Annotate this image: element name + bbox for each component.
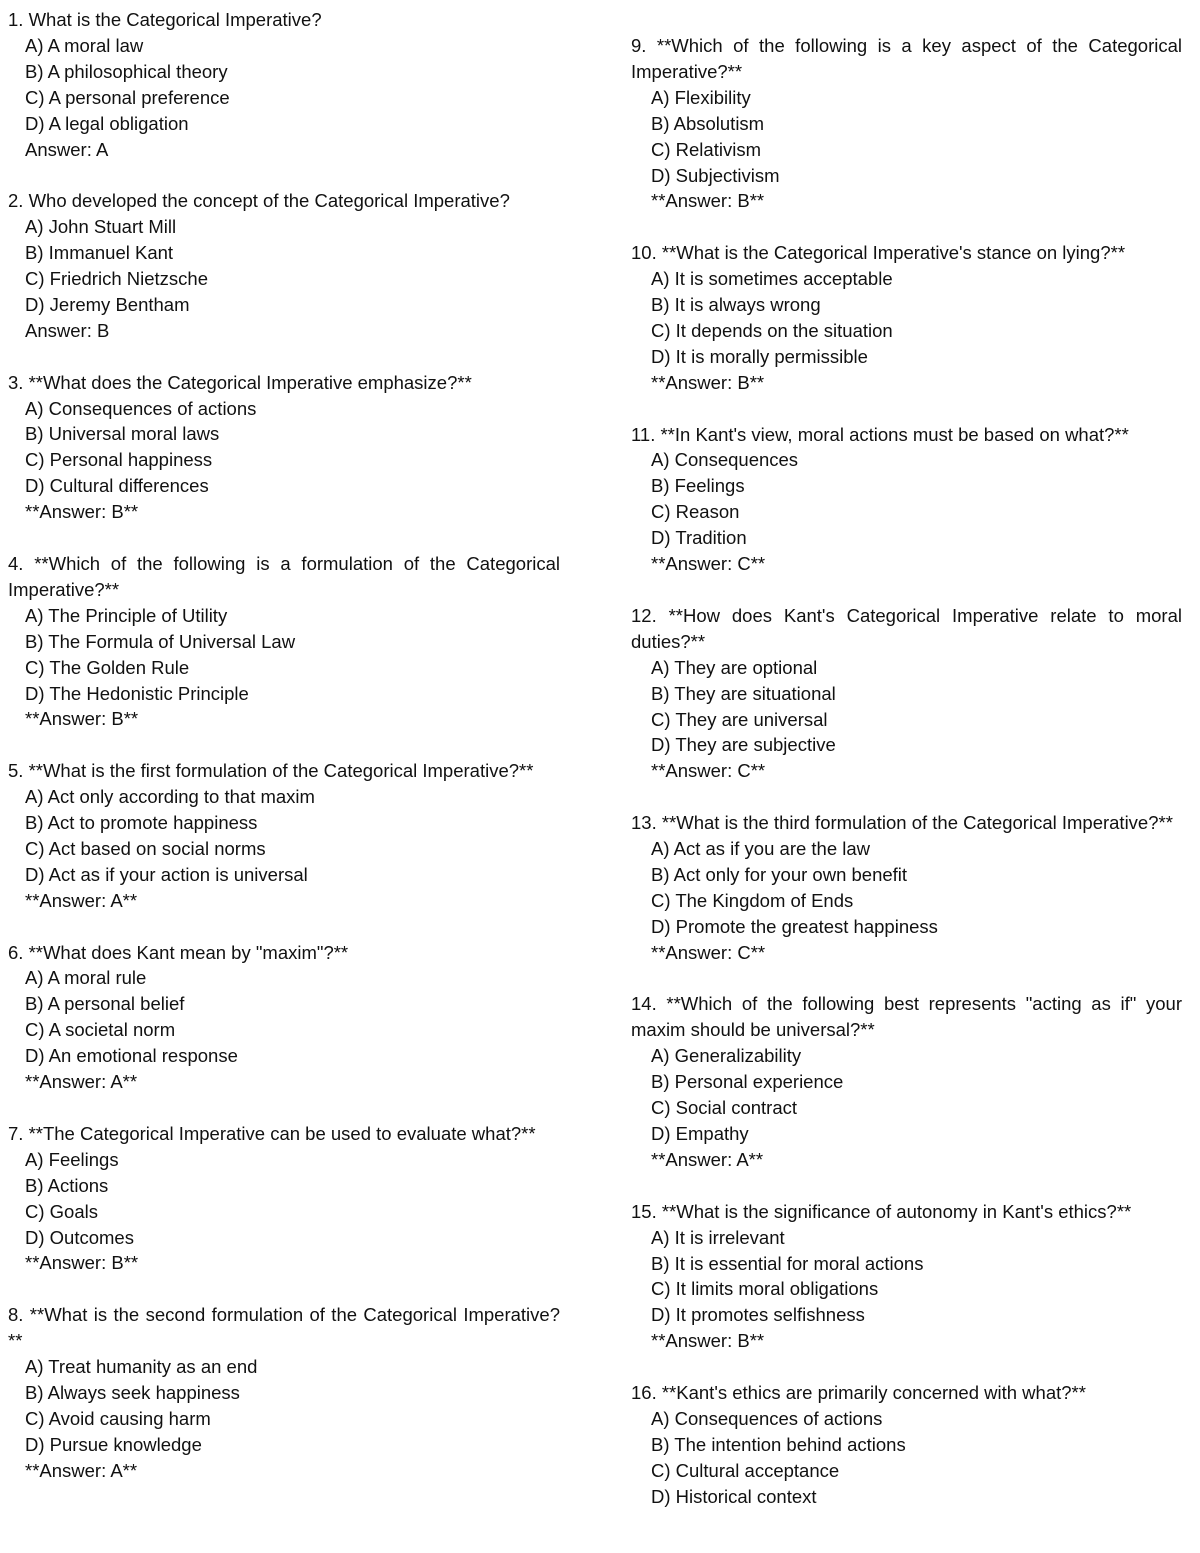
answer-option: B) It is always wrong xyxy=(651,294,821,316)
left-column xyxy=(8,7,560,1509)
answer-option: A) They are optional xyxy=(651,656,818,678)
question-block xyxy=(8,1302,560,1483)
question-text: 2. Who developed the concept of the Categorical Imperative? xyxy=(8,190,510,212)
answer-option: B) They are situational xyxy=(651,682,836,704)
answer-option: B) Act to promote happiness xyxy=(25,812,258,834)
question-text: 15. **What is the significance of autonomy in Kant's ethics?** xyxy=(631,1200,1132,1222)
answer-key: **Answer: C** xyxy=(651,760,766,782)
question-text: 9. **Which of the following is a key aspect of the Categorical Imperative?** xyxy=(631,35,1182,82)
question-text: 10. **What is the Categorical Imperative's stance on lying?** xyxy=(631,242,1126,264)
answer-option: C) It depends on the situation xyxy=(651,319,893,341)
answer-key: **Answer: A** xyxy=(25,1071,138,1093)
answer-option: D) Subjectivism xyxy=(651,164,780,186)
answer-key: **Answer: B** xyxy=(651,371,765,393)
question-text: 13. **What is the third formulation of the Categorical Imperative?** xyxy=(631,812,1173,834)
answer-option: A) It is irrelevant xyxy=(651,1226,785,1248)
answer-option: C) Avoid causing harm xyxy=(25,1407,211,1429)
question-text: 11. **In Kant's view, moral actions must be based on what?** xyxy=(631,423,1129,445)
answer-option: C) Reason xyxy=(651,501,740,523)
answer-option: D) Historical context xyxy=(651,1485,817,1507)
answer-option: D) They are subjective xyxy=(651,734,836,756)
right-column xyxy=(631,33,1182,1535)
answer-option: C) They are universal xyxy=(651,708,828,730)
answer-option: D) Empathy xyxy=(651,1122,749,1144)
question-text: 1. What is the Categorical Imperative? xyxy=(8,9,322,30)
question-block xyxy=(8,1121,560,1276)
answer-key: **Answer: B** xyxy=(651,1330,765,1352)
answer-option: B) Feelings xyxy=(651,475,745,497)
answer-option: C) A personal preference xyxy=(25,86,230,108)
answer-option: B) The intention behind actions xyxy=(651,1433,906,1455)
question-block xyxy=(631,991,1182,1172)
answer-key: **Answer: C** xyxy=(651,941,766,963)
answer-option: B) The Formula of Universal Law xyxy=(25,630,296,652)
answer-option: A) The Principle of Utility xyxy=(25,604,228,626)
answer-option: D) Promote the greatest happiness xyxy=(651,915,938,937)
answer-option: C) Personal happiness xyxy=(25,449,213,471)
question-block xyxy=(8,551,560,732)
answer-option: D) It promotes selfishness xyxy=(651,1304,865,1326)
answer-option: B) Act only for your own benefit xyxy=(651,863,908,885)
question-block xyxy=(8,370,560,525)
answer-option: C) A societal norm xyxy=(25,1019,176,1041)
question-text: 4. **Which of the following is a formulation of the Categorical Imperative?** xyxy=(8,552,560,600)
answer-option: A) Generalizability xyxy=(651,1045,802,1067)
answer-option: A) Flexibility xyxy=(651,86,751,108)
answer-option: A) Consequences of actions xyxy=(25,397,257,419)
answer-option: C) Relativism xyxy=(651,138,761,160)
question-block xyxy=(631,422,1182,577)
question-text: 12. **How does Kant's Categorical Imperative relate to moral duties?** xyxy=(631,604,1182,652)
answer-option: D) Outcomes xyxy=(25,1226,134,1248)
answer-key: **Answer: A** xyxy=(25,1459,138,1481)
answer-option: B) It is essential for moral actions xyxy=(651,1252,924,1274)
answer-option: D) Cultural differences xyxy=(25,475,209,497)
answer-option: D) Pursue knowledge xyxy=(25,1433,202,1455)
answer-option: B) Absolutism xyxy=(651,112,765,134)
answer-option: C) Cultural acceptance xyxy=(651,1459,840,1481)
answer-option: D) An emotional response xyxy=(25,1045,238,1067)
answer-key: **Answer: A** xyxy=(651,1148,764,1170)
question-block xyxy=(8,188,560,343)
answer-option: D) Act as if your action is universal xyxy=(25,863,308,885)
answer-option: C) The Kingdom of Ends xyxy=(651,889,854,911)
answer-key: **Answer: A** xyxy=(25,889,138,911)
question-text: 5. **What is the first formulation of the Categorical Imperative?** xyxy=(8,760,534,782)
answer-option: C) Act based on social norms xyxy=(25,837,266,859)
answer-option: D) A legal obligation xyxy=(25,112,189,134)
answer-option: B) Actions xyxy=(25,1174,109,1196)
answer-option: A) Act as if you are the law xyxy=(651,838,871,860)
answer-option: D) Jeremy Bentham xyxy=(25,293,190,315)
answer-option: A) It is sometimes acceptable xyxy=(651,268,893,290)
answer-option: A) Treat humanity as an end xyxy=(25,1356,258,1378)
question-text: 7. **The Categorical Imperative can be used to evaluate what?** xyxy=(8,1122,536,1144)
question-block xyxy=(8,7,560,162)
answer-option: D) It is morally permissible xyxy=(651,345,868,367)
answer-option: C) Social contract xyxy=(651,1097,797,1119)
answer-option: B) A philosophical theory xyxy=(25,60,228,82)
question-block xyxy=(631,810,1182,965)
answer-option: B) Always seek happiness xyxy=(25,1381,240,1403)
answer-key: Answer: B xyxy=(25,319,110,341)
answer-key: **Answer: C** xyxy=(651,553,766,575)
question-text: 14. **Which of the following best represents "acting as if" your maxim should be universal?** xyxy=(631,993,1182,1041)
answer-option: A) John Stuart Mill xyxy=(25,216,177,238)
answer-option: A) Act only according to that maxim xyxy=(25,786,315,808)
answer-option: A) Feelings xyxy=(25,1148,119,1170)
question-block xyxy=(631,1380,1182,1510)
question-block xyxy=(631,33,1182,214)
answer-option: B) Universal moral laws xyxy=(25,423,220,445)
answer-option: C) It limits moral obligations xyxy=(651,1278,879,1300)
question-block xyxy=(631,603,1182,784)
answer-option: B) Immanuel Kant xyxy=(25,242,174,264)
answer-option: C) Friedrich Nietzsche xyxy=(25,268,208,290)
answer-option: C) Goals xyxy=(25,1200,98,1222)
question-text: 6. **What does Kant mean by "maxim"?** xyxy=(8,941,349,963)
question-block xyxy=(8,758,560,913)
answer-option: D) Tradition xyxy=(651,527,747,549)
answer-key: **Answer: B** xyxy=(25,708,139,730)
answer-option: D) The Hedonistic Principle xyxy=(25,682,249,704)
question-text: 8. **What is the second formulation of the Categorical Imperative?** xyxy=(8,1304,560,1352)
answer-key: Answer: A xyxy=(25,138,109,160)
answer-option: A) A moral rule xyxy=(25,967,147,989)
question-text: 16. **Kant's ethics are primarily concerned with what?** xyxy=(631,1382,1086,1404)
question-block xyxy=(631,1199,1182,1354)
answer-key: **Answer: B** xyxy=(25,501,139,523)
answer-option: C) The Golden Rule xyxy=(25,656,190,678)
answer-option: B) A personal belief xyxy=(25,993,185,1015)
answer-key: **Answer: B** xyxy=(25,1252,139,1274)
answer-key: **Answer: B** xyxy=(651,190,765,212)
question-block xyxy=(8,940,560,1095)
answer-option: A) Consequences xyxy=(651,449,799,471)
answer-option: B) Personal experience xyxy=(651,1071,844,1093)
question-block xyxy=(631,240,1182,395)
answer-option: A) A moral law xyxy=(25,34,144,56)
question-text: 3. **What does the Categorical Imperative emphasize?** xyxy=(8,371,472,393)
answer-option: A) Consequences of actions xyxy=(651,1407,883,1429)
